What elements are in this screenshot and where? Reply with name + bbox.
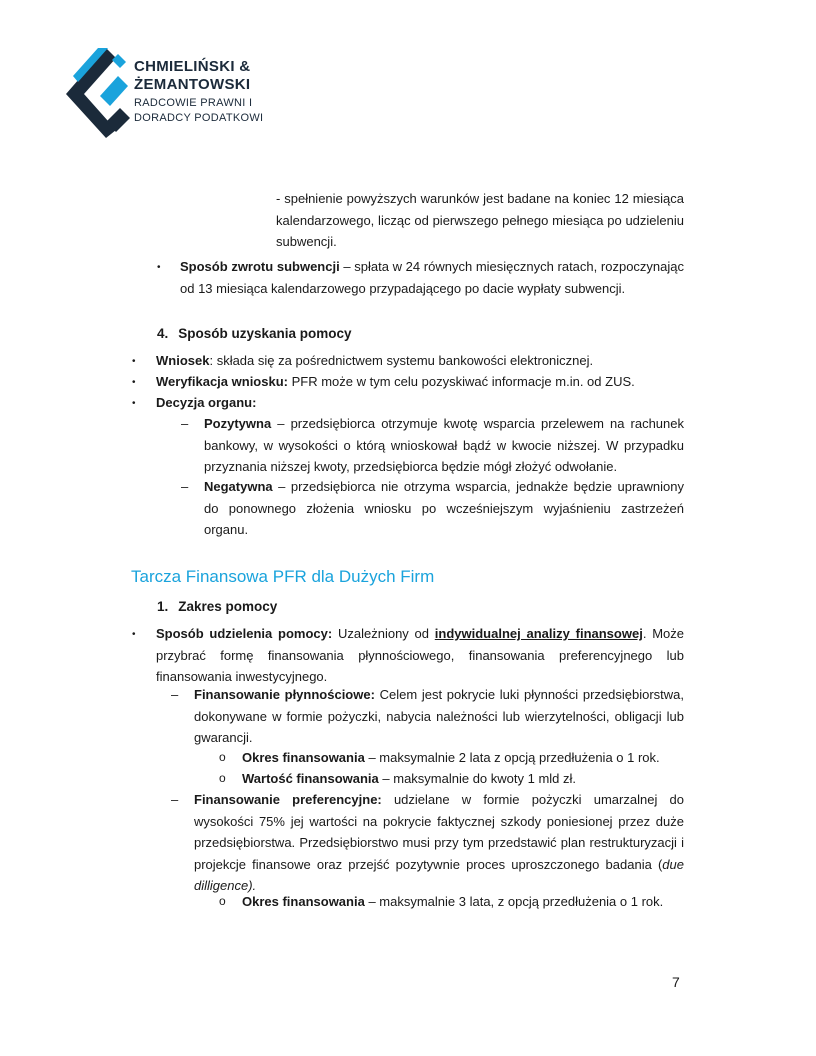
- aid-method-text-1: Uzależniony od: [332, 626, 435, 641]
- liquidity-text: Celem jest pokrycie luki płynności przedsiębiorstwa, dokonywane w formie pożyczki, nabycia należności lub wierzytelności, obligacji lub gwarancji.: [194, 687, 684, 745]
- verification-text: PFR może w tym celu pozyskiwać informacje m.in. od ZUS.: [287, 374, 635, 389]
- aid-method-label: Sposób udzielenia pomocy:: [156, 626, 333, 641]
- bullet-icon: •: [132, 377, 136, 388]
- logo-line-4: DORADCY PODATKOWI: [134, 112, 264, 124]
- negative-label: Negatywna: [204, 479, 273, 494]
- negative-text: – przedsiębiorca nie otrzyma wsparcia, jednakże będzie uprawniony do ponownego złożenia wniosku po wcześniejszym wyjaśnieniu zastrzeżeń organu.: [204, 479, 684, 537]
- preferential-label: Finansowanie preferencyjne:: [194, 792, 382, 807]
- liquidity-label: Finansowanie płynnościowe:: [194, 687, 375, 702]
- dash-icon: –: [181, 416, 189, 431]
- bullet-icon: •: [132, 398, 136, 409]
- bullet-icon: •: [157, 262, 161, 273]
- application-item: [156, 350, 684, 372]
- heading-number: 4.: [157, 326, 169, 341]
- conditions-note: - spełnienie powyższych warunków jest badane na koniec 12 miesiąca kalendarzowego, licząc od pierwszego pełnego miesiąca po udzieleniu subwencji.: [276, 191, 684, 249]
- negative-decision: [204, 476, 684, 541]
- circle-bullet-icon: o: [219, 771, 226, 785]
- financing-period-2: [242, 891, 684, 913]
- repayment-paragraph: [180, 256, 684, 299]
- dash-icon: –: [171, 687, 179, 702]
- logo-line-3: RADCOWIE PRAWNI I: [134, 97, 253, 109]
- heading-obtaining-aid: [157, 324, 352, 344]
- logo-line-2: ŻEMANTOWSKI: [134, 76, 251, 93]
- dash-icon: –: [181, 479, 189, 494]
- period-label: Okres finansowania: [242, 894, 365, 909]
- liquidity-financing: [194, 684, 684, 749]
- aid-method-text-2: . Może przybrać formę finansowania płynnościowego, finansowania preferencyjnego lub finansowania inwestycyjnego.: [156, 626, 684, 684]
- positive-decision: [204, 413, 684, 478]
- financing-value: [242, 768, 684, 790]
- repayment-text: – spłata w 24 równych miesięcznych ratach, rozpoczynając od 13 miesiąca kalendarzowego przypadającego po dacie wypłaty subwencji.: [180, 259, 685, 296]
- verification-label: Weryfikacja wniosku:: [156, 374, 288, 389]
- application-text: : składa się za pośrednictwem systemu bankowości elektronicznej.: [209, 353, 594, 368]
- aid-method-paragraph: [156, 623, 684, 688]
- value-label: Wartość finansowania: [242, 771, 379, 786]
- repayment-label: Sposób zwrotu subwencji: [180, 259, 340, 274]
- company-logo: [64, 46, 264, 138]
- value-text: – maksymalnie do kwoty 1 mld zł.: [378, 771, 577, 786]
- bullet-icon: •: [132, 356, 136, 367]
- logo-mark-icon: [64, 46, 134, 138]
- logo-line-1: CHMIELIŃSKI &: [134, 58, 251, 75]
- period-text: – maksymalnie 2 lata z opcją przedłużenia o 1 rok.: [364, 750, 660, 765]
- heading-text: Sposób uzyskania pomocy: [178, 326, 352, 341]
- aid-method-emphasis: indywidualnej analizy finansowej: [434, 626, 643, 641]
- period-label: Okres finansowania: [242, 750, 365, 765]
- bullet-icon: •: [132, 629, 136, 640]
- financing-period-1: [242, 747, 684, 769]
- page-number: 7: [672, 974, 680, 990]
- heading-text: Zakres pomocy: [178, 599, 278, 614]
- section-title: Tarcza Finansowa PFR dla Dużych Firm: [131, 567, 435, 586]
- circle-bullet-icon: o: [219, 894, 226, 908]
- heading-number: 1.: [157, 599, 169, 614]
- heading-scope: [157, 597, 277, 617]
- period-text: – maksymalnie 3 lata, z opcją przedłużenia o 1 rok.: [364, 894, 664, 909]
- decision-item: Decyzja organu:: [156, 395, 257, 410]
- preferential-financing: [194, 789, 684, 897]
- circle-bullet-icon: o: [219, 750, 226, 764]
- positive-text: – przedsiębiorca otrzymuje kwotę wsparcia przelewem na rachunek bankowy, w wysokości o którą wnioskował bądź w kwocie niższej. W przypadku przyznania niższej kwoty, przedsiębiorca będzie mógł złożyć odwołanie.: [204, 416, 684, 474]
- positive-label: Pozytywna: [204, 416, 272, 431]
- preferential-italic: due dilligence).: [194, 856, 684, 893]
- verification-item: [156, 371, 684, 393]
- application-label: Wniosek: [156, 353, 210, 368]
- dash-icon: –: [171, 792, 179, 807]
- preferential-text: udzielane w formie pożyczki umarzalnej do wysokości 75% jej wartości na pokrycie faktycznej szkody poniesionej przez duże przedsiębiorstwa. Przedsiębiorstwo musi przy tym przedstawić plan restrukturyzacji i projekcje finansowe oraz przejść pozytywnie proces uproszczonego badania (: [194, 792, 684, 872]
